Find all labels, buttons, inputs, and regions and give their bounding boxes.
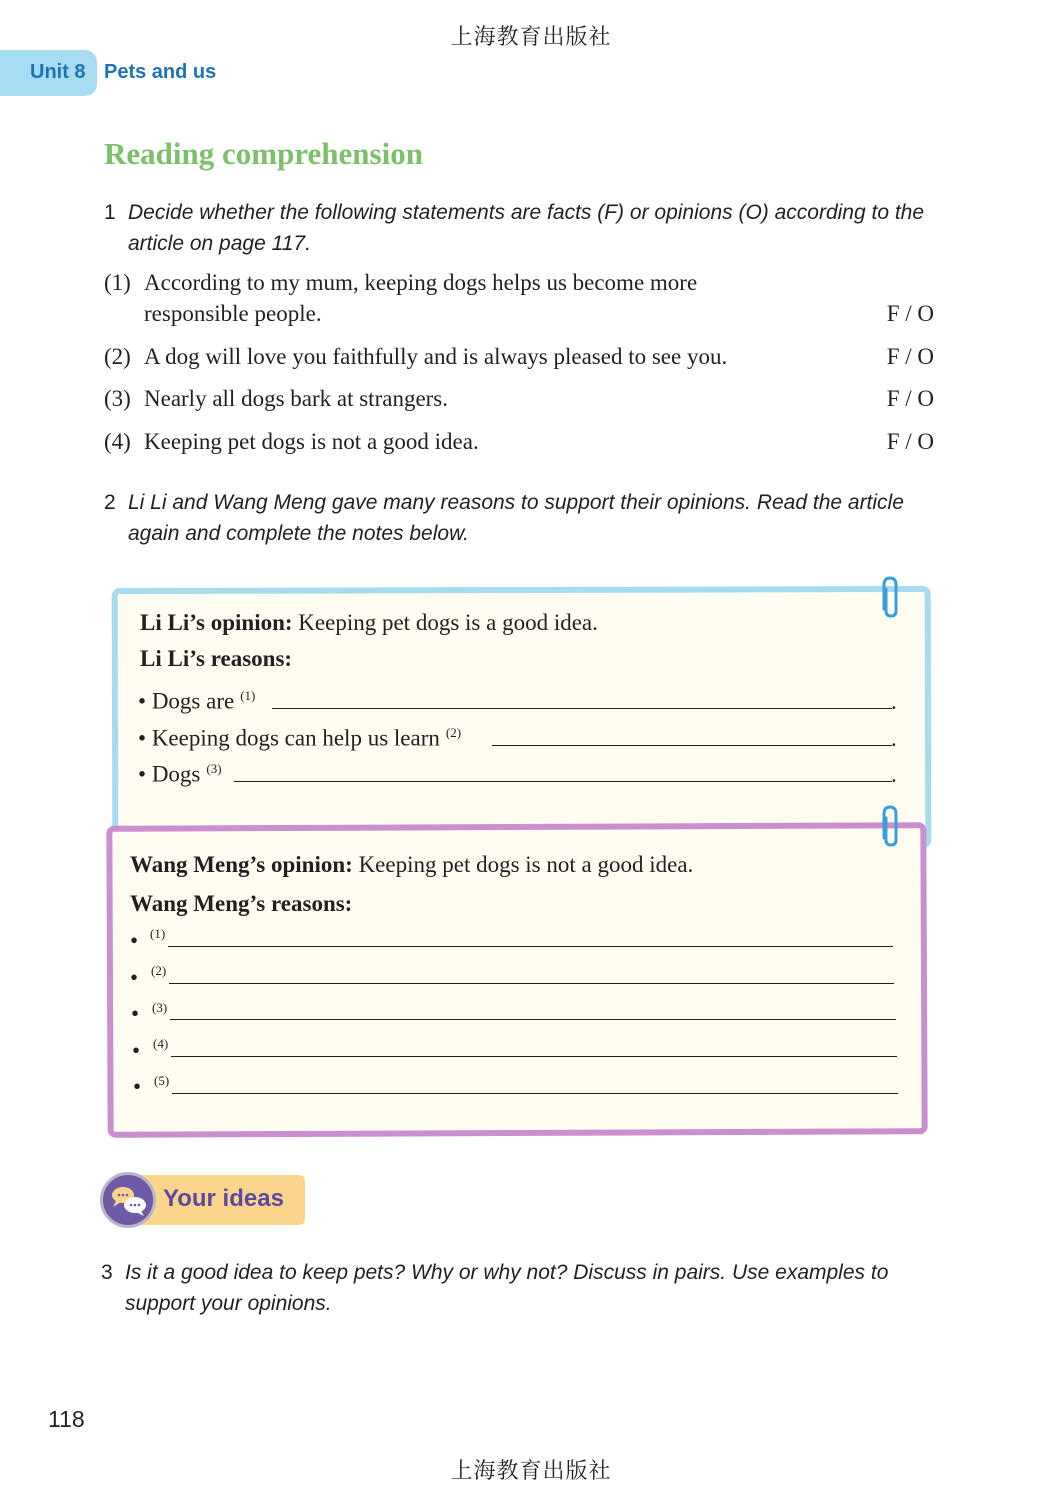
statement-item (104, 383, 934, 414)
your-ideas-label: Your ideas (163, 1185, 284, 1212)
blank-number: (2) (151, 963, 167, 978)
task1-number: 1 (104, 201, 116, 224)
answer-blank-line[interactable] (272, 708, 892, 709)
lili-reason-bullet (138, 718, 461, 754)
statement-text: According to my mum, keeping dogs helps us become more responsible people. (144, 270, 698, 326)
bullet-dot: • (138, 688, 152, 714)
task3-instruction (101, 1257, 941, 1319)
answer-blank-line[interactable] (169, 983, 894, 984)
speech-bubbles-icon (103, 1175, 153, 1225)
blank-number: (2) (445, 725, 462, 740)
blank-period: . (891, 762, 897, 787)
statement-text: A dog will love you faithfully and is always pleased to see you. (144, 344, 728, 369)
paper-clip-icon (876, 575, 904, 619)
fact-opinion-choice[interactable]: F / O (886, 344, 934, 369)
statement-number: (3) (104, 386, 131, 411)
your-ideas-badge (100, 1172, 305, 1228)
answer-blank-line[interactable] (492, 745, 892, 746)
lili-reason-text: Keeping dogs can help us learn (151, 725, 440, 751)
answer-blank-line[interactable] (234, 781, 892, 782)
wangmeng-opinion-label: Wang Meng’s opinion: (130, 852, 353, 877)
blank-number: (5) (154, 1073, 170, 1088)
lili-reason-bullet (138, 754, 222, 790)
page-number: 118 (48, 1406, 85, 1432)
statement-item (104, 267, 934, 329)
bullet-dot: • (138, 761, 152, 787)
bullet-dot: • (133, 1074, 142, 1099)
paper-clip-icon (876, 804, 904, 848)
statement-number: (2) (104, 344, 131, 369)
answer-blank-line[interactable] (171, 1056, 897, 1057)
blank-number: (4) (153, 1036, 169, 1051)
task3-number: 3 (101, 1261, 113, 1284)
your-ideas-circle (100, 1172, 156, 1228)
blank-number: (1) (240, 688, 256, 703)
statement-text: Nearly all dogs bark at strangers. (144, 386, 449, 411)
task2-instruction-text: Li Li and Wang Meng gave many reasons to support their opinions. Read the article again and complete the notes below. (128, 491, 904, 545)
blank-number: (1) (150, 926, 166, 941)
answer-blank-line[interactable] (170, 1019, 896, 1020)
fact-opinion-choice[interactable]: F / O (886, 386, 934, 411)
lili-opinion-label: Li Li’s opinion: (140, 610, 293, 635)
answer-blank-line[interactable] (172, 1093, 898, 1094)
wangmeng-reasons-label: Wang Meng’s reasons: (130, 891, 353, 916)
lili-opinion-text: Keeping pet dogs is a good idea. (298, 610, 598, 635)
section-title: Reading comprehension (104, 136, 423, 171)
publisher-header: 上海教育出版社 (450, 25, 612, 50)
statement-text: Keeping pet dogs is not a good idea. (144, 429, 479, 454)
bullet-dot: • (130, 965, 139, 990)
lili-reason-bullet (138, 681, 255, 717)
answer-blank-line[interactable] (168, 946, 893, 947)
blank-period: . (891, 726, 897, 751)
unit-title: Pets and us (104, 61, 217, 83)
task2-number: 2 (104, 491, 116, 514)
unit-label: Unit 8 (30, 61, 86, 83)
task2-instruction (104, 487, 944, 549)
blank-number: (3) (206, 761, 222, 776)
bullet-dot: • (138, 725, 152, 751)
task3-instruction-text: Is it a good idea to keep pets? Why or why not? Discuss in pairs. Use examples to support your opinions. (125, 1261, 889, 1315)
statement-number: (4) (104, 429, 131, 454)
publisher-footer: 上海教育出版社 (450, 1459, 612, 1484)
statement-number: (1) (104, 270, 131, 295)
blank-period: . (891, 689, 897, 714)
wangmeng-opinion-text: Keeping pet dogs is not a good idea. (358, 852, 694, 877)
lili-reasons-label: Li Li’s reasons: (140, 646, 293, 671)
lili-reason-text: Dogs are (151, 688, 235, 714)
lili-reason-text: Dogs (151, 761, 201, 787)
bullet-dot: • (131, 1001, 140, 1026)
task1-instruction-text: Decide whether the following statements are facts (F) or opinions (O) according to the article on page 117. (128, 201, 925, 255)
lili-opinion (140, 608, 598, 638)
statement-item (104, 426, 934, 457)
wangmeng-opinion (130, 850, 693, 880)
statement-item (104, 341, 934, 372)
fact-opinion-choice[interactable]: F / O (886, 301, 934, 326)
bullet-dot: • (132, 1038, 141, 1063)
bullet-dot: • (130, 928, 139, 953)
blank-number: (3) (152, 1000, 168, 1015)
fact-opinion-choice[interactable]: F / O (886, 429, 934, 454)
task1-instruction (104, 197, 944, 259)
